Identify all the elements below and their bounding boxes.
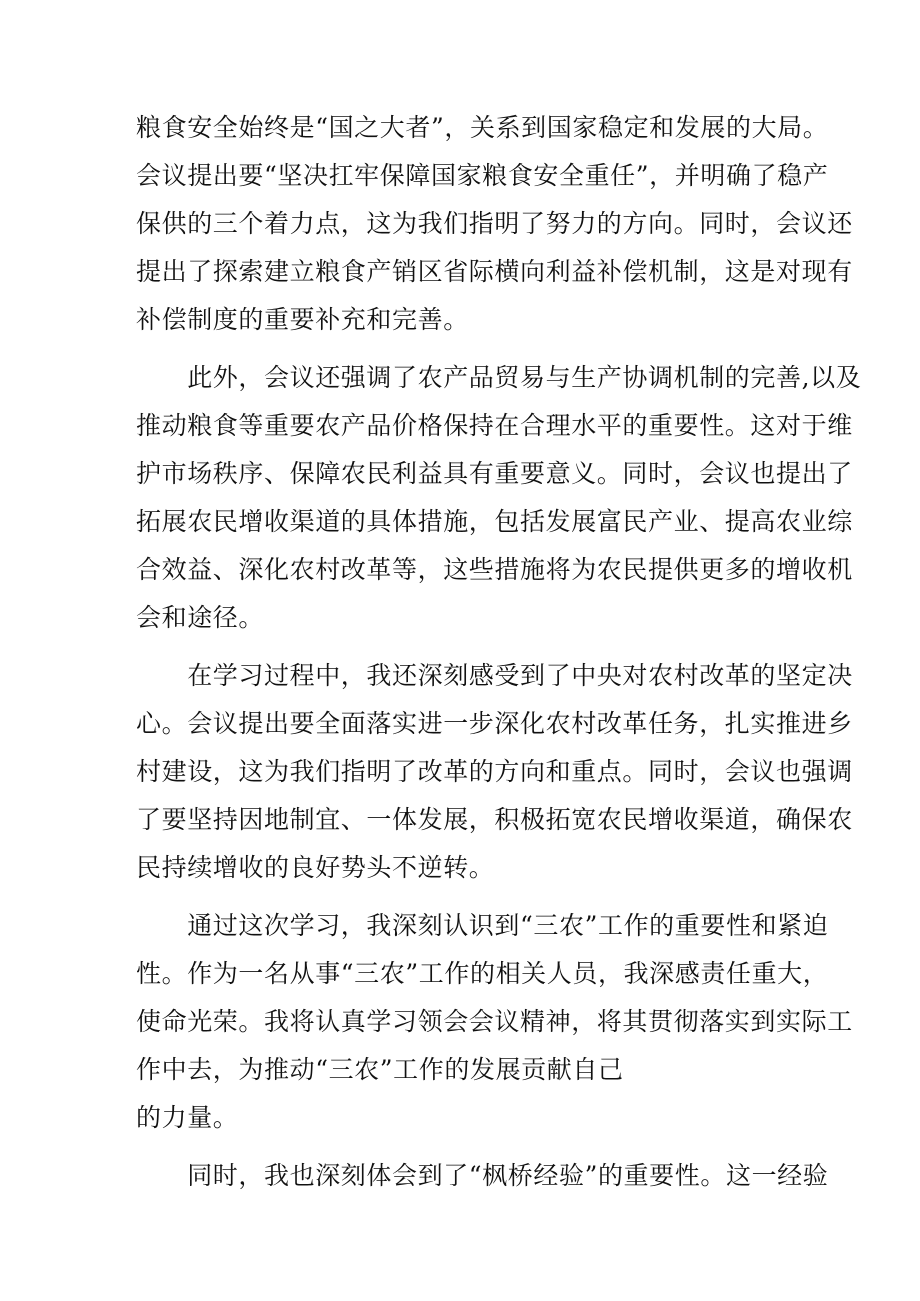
- text-line: 推动粮食等重要农产品价格保持在合理水平的重要性。这对于维: [136, 411, 853, 440]
- text-line: 性。作为一名从事“三农”工作的相关人员，我深感责任重大，: [136, 959, 829, 988]
- text-line: 通过这次学习，我深刻认识到“三农”工作的重要性和紧迫: [136, 911, 829, 940]
- body-text: [136, 104, 862, 1200]
- paragraph-gap: [136, 642, 786, 652]
- text-line: 使命光荣。我将认真学习领会会议精神，将其贯彻落实到实际工: [136, 1007, 853, 1036]
- paragraph-gap: [136, 1142, 786, 1152]
- text-line: 提出了探索建立粮食产销区省际横向利益补偿机制，这是对现有: [136, 257, 853, 286]
- text-line: 心。会议提出要全面落实进一步深化农村改革任务，扎实推进乡: [136, 709, 853, 738]
- text-line: 会和途径。: [136, 603, 265, 632]
- paragraph-gap: [136, 344, 786, 354]
- text-line: 同时，我也深刻体会到了“枫桥经验”的重要性。这一经验: [136, 1161, 829, 1190]
- text-line: 此外，会议还强调了农产品贸易与生产协调机制的完善,以及: [136, 363, 862, 392]
- text-line: 的力量。: [136, 1103, 239, 1132]
- text-line: 保供的三个着力点，这为我们指明了努力的方向。同时，会议还: [136, 209, 853, 238]
- text-line: 会议提出要“坚决扛牢保障国家粮食安全重任”，并明确了稳产: [136, 161, 829, 190]
- text-line: 在学习过程中，我还深刻感受到了中央对农村改革的坚定决: [136, 661, 853, 690]
- text-line: 了要坚持因地制宜、一体发展，积极拓宽农民增收渠道，确保农: [136, 805, 853, 834]
- text-line: 合效益、深化农村改革等，这些措施将为农民提供更多的增收机: [136, 555, 853, 584]
- text-line: 补偿制度的重要补充和完善。: [136, 305, 469, 334]
- text-line: 作中去，为推动“三农”工作的发展贡献自己: [136, 1055, 624, 1084]
- text-line: 村建设，这为我们指明了改革的方向和重点。同时，会议也强调: [136, 757, 853, 786]
- text-line: 护市场秩序、保障农民利益具有重要意义。同时，会议也提出了: [136, 459, 853, 488]
- text-line: 民持续增收的良好势头不逆转。: [136, 853, 495, 882]
- paragraph-gap: [136, 892, 786, 902]
- text-line: 粮食安全始终是“国之大者”，关系到国家稳定和发展的大局。: [136, 113, 829, 142]
- text-line: 拓展农民增收渠道的具体措施，包括发展富民产业、提高农业综: [136, 507, 853, 536]
